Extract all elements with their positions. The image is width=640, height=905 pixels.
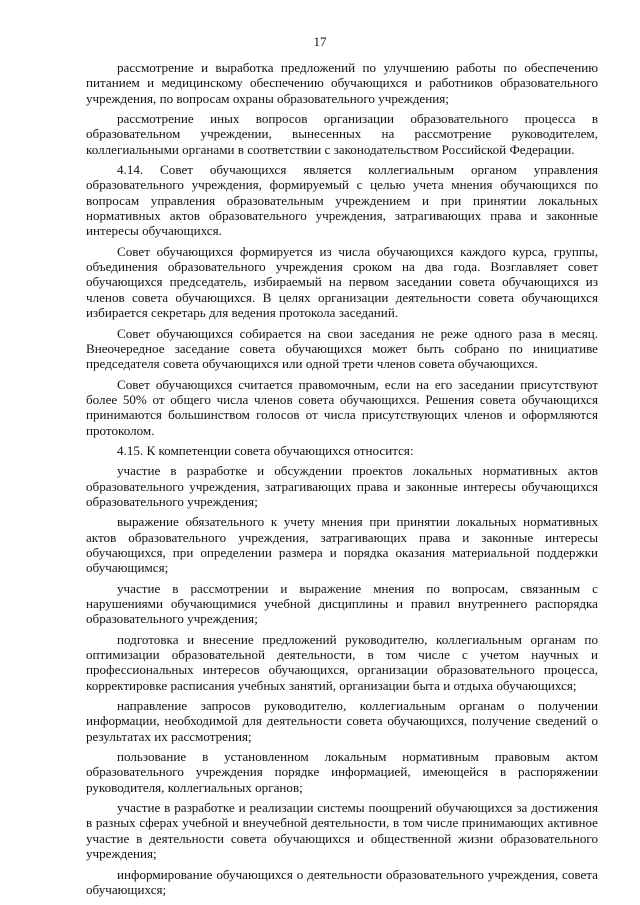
paragraph: пользование в установленном локальным нормативным правовым актом образовательного учреждения порядке информацией, имеющейся в распоряжении руководителя, коллегиальных органов; [86,749,598,795]
paragraph: участие в разработке и реализации системы поощрений обучающихся за достижения в разных сферах учебной и внеучебной деятельности, в том числе принимающих активное участие в деятельности совета обучающихся и общественной жизни образовательного учреждения; [86,800,598,862]
paragraph: Совет обучающихся считается правомочным, если на его заседании присутствуют более 50% от общего числа членов совета обучающихся. Решения совета обучающихся принимаются большинством голосов от числа присутствующих членов и оформляются протоколом. [86,376,598,438]
paragraph: 4.15. К компетенции совета обучающихся относится: [117,442,414,458]
paragraph: информирование обучающихся о деятельности образовательного учреждения, совета обучающихся; [86,866,598,897]
paragraph: рассмотрение и выработка предложений по улучшению работы по обеспечению питанием и медицинскому обеспечению обучающихся и работников образовательного учреждения, по вопросам охраны образовательного учреждения; [86,60,598,106]
paragraph: подготовка и внесение предложений руководителю, коллегиальным органам по оптимизации образовательной деятельности, в том числе с учетом научных и профессиональных интересов обучающихся, организации образовательного процесса, корректировке расписания учебных занятий, организации быта и отдыха обучающихся; [86,631,598,693]
paragraph: рассмотрение иных вопросов организации образовательного процесса в образовательном учреждении, вынесенных на рассмотрение руководителем, коллегиальными органами в соответствии с законодательством Российской Федерации. [86,111,598,157]
paragraph: выражение обязательного к учету мнения при принятии локальных нормативных актов образовательного учреждения, затрагивающих права и законные интересы обучающихся, при определении размера и порядка оказания материальной поддержки обучающимся; [86,514,598,576]
paragraph: Совет обучающихся собирается на свои заседания не реже одного раза в месяц. Внеочередное заседание совета обучающихся может быть собрано по инициативе председателя совета обучающихся или одной трети членов совета обучающихся. [86,325,598,372]
paragraph: направление запросов руководителю, коллегиальным органам о получении информации, необходимой для деятельности совета обучающихся, получение сведений о результатах их рассмотрения; [86,698,598,744]
paragraph: участие в рассмотрении и выражение мнения по вопросам, связанным с нарушениями обучающимися учебной дисциплины и правил внутреннего распорядка образовательного учреждения; [86,580,598,627]
paragraph: 4.14. Совет обучающихся является коллегиальным органом управления образовательного учреждения, формируемый с целью учета мнения обучающихся по вопросам управления образовательным учреждением и при принятии локальных нормативных актов образовательного учреждения, затрагивающих права и законные интересы обучающихся. [86,162,598,239]
document-body [86,60,598,897]
paragraph: Совет обучающихся формируется из числа обучающихся каждого курса, группы, объединения образовательного учреждения сроком на два года. Возглавляет совет обучающихся председатель, избираемый на первом заседании совета обучающихся из членов совета обучающихся. В целях организации деятельности совета обучающихся избирается секретарь для ведения протокола заседаний. [86,243,598,321]
page-number: 17 [313,34,327,49]
paragraph: участие в разработке и обсуждении проектов локальных нормативных актов образовательного учреждения, затрагивающих права и законные интересы обучающихся образовательного учреждения; [86,463,598,509]
